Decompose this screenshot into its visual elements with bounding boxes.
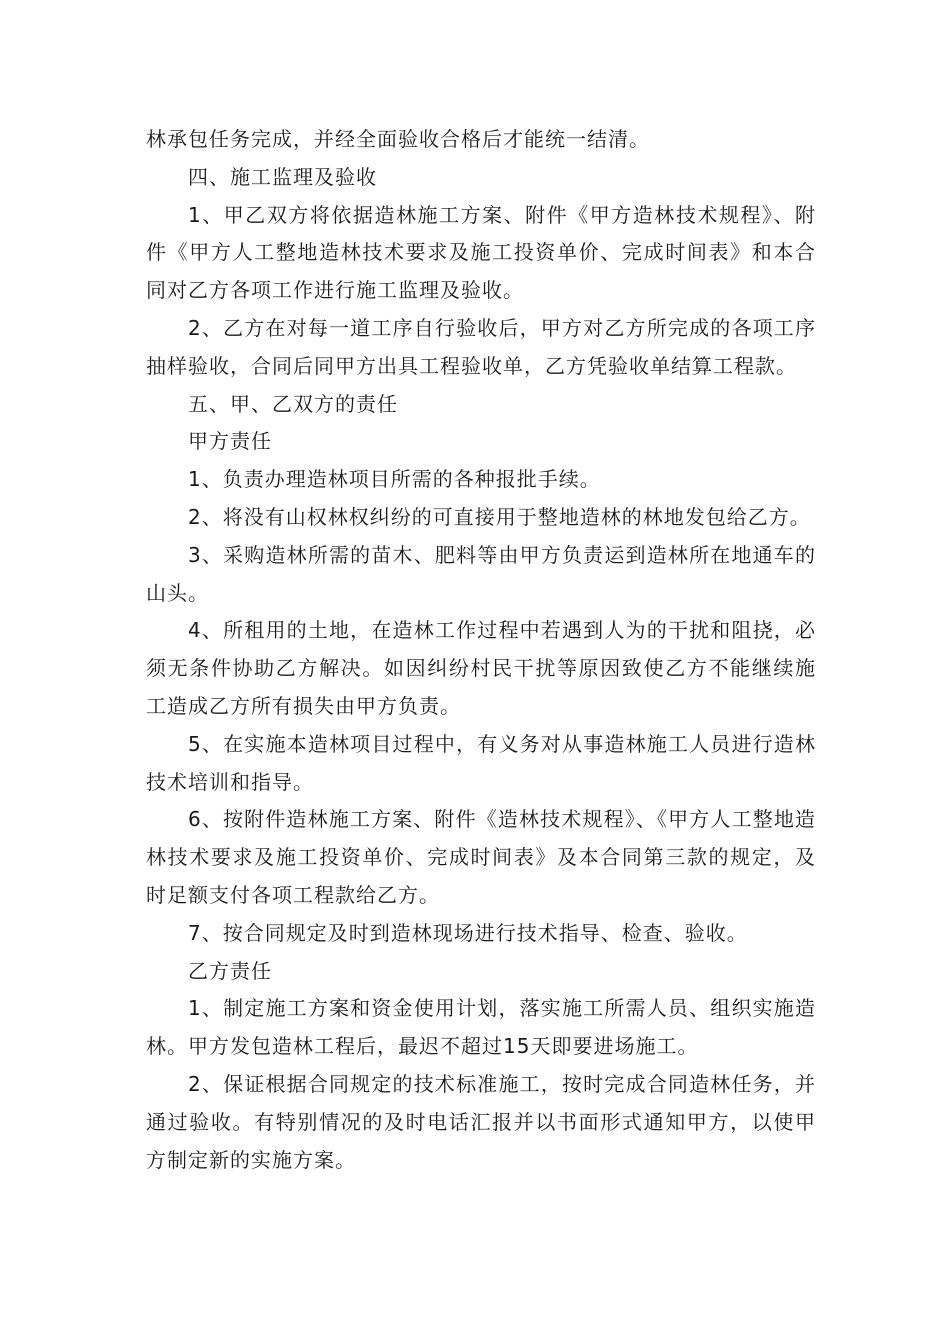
heading-section-four: 四、施工监理及验收	[188, 164, 377, 189]
paragraph-clause: 5、在实施本造林项目过程中，有义务对从事造林施工人员进行造林技术培训和指导。	[146, 731, 816, 794]
paragraph-clause: 2、将没有山权林权纠纷的可直接用于整地造林的林地发包给乙方。	[188, 504, 811, 529]
document-body	[146, 121, 816, 1179]
heading-section-five: 五、甲、乙双方的责任	[188, 391, 398, 416]
paragraph-clause: 4、所租用的土地，在造林工作过程中若遇到人为的干扰和阻挠，必须无条件协助乙方解决。如因纠纷村民干扰等原因致使乙方不能继续施工造成乙方所有损失由甲方负责。	[146, 618, 816, 718]
paragraph-clause: 2、乙方在对每一道工序自行验收后，甲方对乙方所完成的各项工序抽样验收，合同后同甲方出具工程验收单，乙方凭验收单结算工程款。	[146, 315, 816, 378]
subheading-party-a-duties: 甲方责任	[188, 429, 272, 454]
paragraph-clause: 3、采购造林所需的苗木、肥料等由甲方负责运到造林所在地通车的山头。	[146, 542, 816, 605]
paragraph-clause: 1、制定施工方案和资金使用计划，落实施工所需人员、组织实施造林。甲方发包造林工程后，最迟不超过15天即要进场施工。	[146, 996, 816, 1059]
paragraph-clause: 6、按附件造林施工方案、附件《造林技术规程》、《甲方人工整地造林技术要求及施工投资单价、完成时间表》及本合同第三款的规定，及时足额支付各项工程款给乙方。	[146, 807, 816, 907]
paragraph-clause: 1、负责办理造林项目所需的各种报批手续。	[188, 467, 601, 492]
paragraph-clause: 2、保证根据合同规定的技术标准施工，按时完成合同造林任务，并通过验收。有特别情况的及时电话汇报并以书面形式通知甲方，以使甲方制定新的实施方案。	[146, 1071, 816, 1172]
paragraph-clause: 1、甲乙双方将依据造林施工方案、附件《甲方造林技术规程》、附件《甲方人工整地造林技术要求及施工投资单价、完成时间表》和本合同对乙方各项工作进行施工监理及验收。	[146, 202, 816, 303]
paragraph-clause: 7、按合同规定及时到造林现场进行技术指导、检查、验收。	[188, 920, 748, 945]
subheading-party-b-duties: 乙方责任	[188, 958, 272, 983]
paragraph-continuation: 林承包任务完成，并经全面验收合格后才能统一结清。	[146, 127, 650, 151]
